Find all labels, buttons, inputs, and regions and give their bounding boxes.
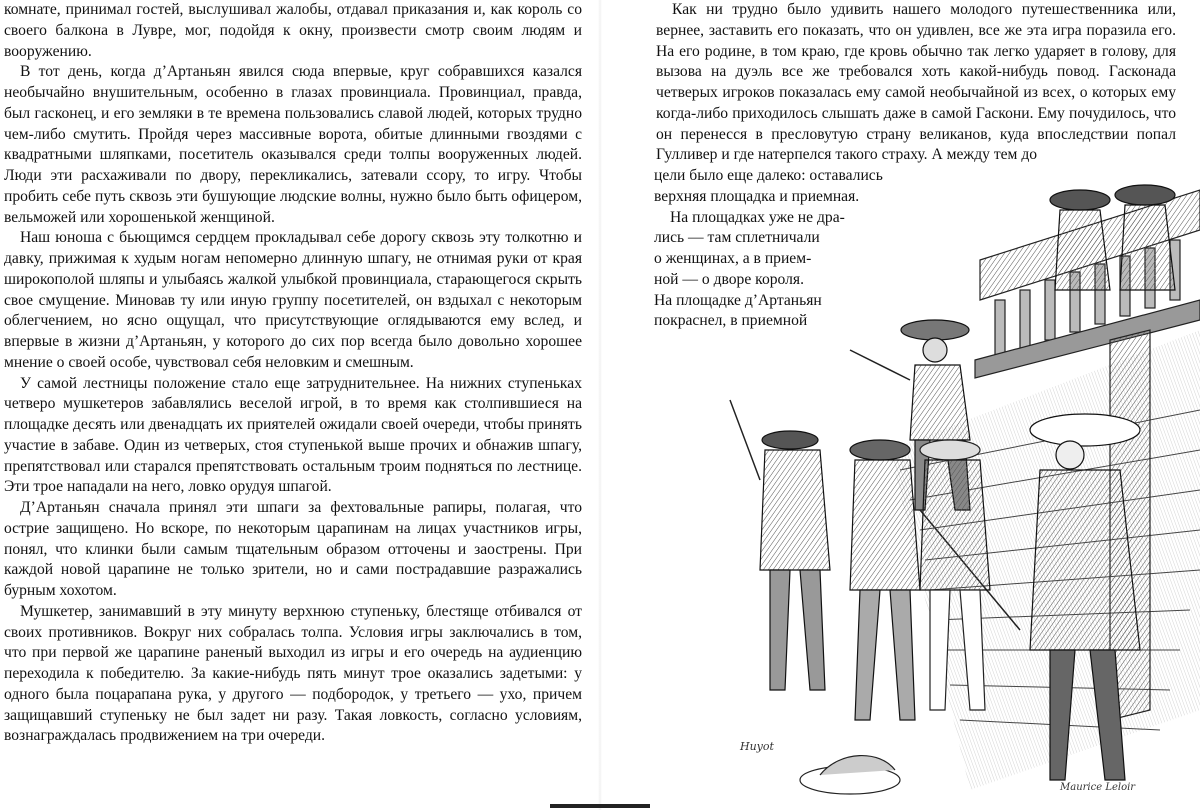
artist-signature: Maurice Leloir — [1060, 782, 1136, 793]
right-text-column — [656, 0, 1176, 166]
paragraph: У самой лестницы положение стало еще затруднительнее. На нижних ступеньках четверо мушкетеров забавлялись веселой игрой, в то время как столпившиеся на площадке десять или двенадцать их приятелей ожидали своей очереди, чтобы принять участие в забаве. Один из четверых, стоя ступенькой выше прочих и обнажив шпагу, препятствовал или старался препятствовать остальным троим подняться по лестнице. Эти трое нападали на него, ловко орудуя шпагой. — [4, 374, 582, 496]
paragraph: Д’Артаньян сначала принял эти шпаги за фехтовальные рапиры, полагая, что острие защищено. Но вскоре, по некоторым царапинам на лицах участников игры, понял, что клинки были самым тщательным образом отточены и заострены. При каждой новой царапине не только зрители, но и сами пострадавшие разражались бурным хохотом. — [4, 499, 582, 599]
paragraph: Мушкетер, занимавший в эту минуту верхнюю ступеньку, блестяще отбивался от своих противников. Вокруг них собралась толпа. Условия игры заключались в том, что при первой же царапине раненый выходил из игры и его очередь на аудиенцию переходила к победителю. За какие-нибудь пять минут трое оказались задетыми: у одного была поцарапана рука, у другого — подбородок, у третьего — ухо, причем защищавший ступеньку не был задет ни разу. Такая ловкость, согласно условиям, вознаграждалась продвижением на три очереди. — [4, 602, 582, 745]
text-line: о женщинах, а в прием- — [654, 250, 812, 267]
paragraph: В тот день, когда д’Артаньян явился сюда впервые, круг собравшихся казался необычайно внушительным, особенно в глазах провинциала. Провинциал, правда, был гасконец, и его земляки в те времена пользовались славой людей, которых трудно чем-либо смутить. Пройдя через массивные ворота, обитые длинными гвоздями с квадратными шляпками, посетитель оказывался среди толпы вооруженных людей. Люди эти расхаживали по двору, перекликались, затевали ссору, то игру. Чтобы пробить себе путь сквозь эти бушующие людские волны, нужно было быть офицером, вельможей или хорошенькой женщиной. — [4, 63, 582, 226]
page-footer-mark — [550, 804, 650, 808]
text-line: верхняя площадка и приемная. — [654, 187, 860, 205]
musketeers-staircase-illustration — [720, 150, 1200, 810]
right-page — [600, 0, 1200, 810]
text-line: покраснел, в приемной — [654, 312, 808, 330]
attacking-musketeers — [730, 400, 1020, 720]
engraver-signature: Huyot — [740, 740, 774, 753]
paragraph: Как ни трудно было удивить нашего молодого путешественника или, вернее, заставить его показать, что он удивлен, все же эта игра поразила его. На его родине, в том краю, где кровь обычно так легко ударяет в голову, для вызова на дуэль все же требовался хоть какой-нибудь повод. Гасконада четверых игроков показалась ему самой необычайной из всех, о которых ему когда-либо приходилось слышать даже в самой Гаскони. Ему почудилось, что он перенесся в пресловутую страну великанов, куда впоследствии попал Гулливер и где натерпелся такого страху. А между тем до — [656, 1, 1176, 164]
text-line: цели было еще далеко: оставались — [654, 167, 883, 184]
left-text-column — [4, 0, 582, 747]
text-line: лись — там сплетничали — [654, 229, 820, 247]
text-line: На площадках уже не дра- — [670, 208, 845, 226]
text-line: ной — о дворе короля. — [654, 270, 804, 288]
paragraph: комнате, принимал гостей, выслушивал жалобы, отдавал приказания и, как король со своего балкона в Лувре, мог, подойдя к окну, произвести смотр своим людям и вооружению. — [4, 1, 582, 60]
text-line: На площадке д’Артаньян — [654, 291, 822, 309]
fallen-hat — [800, 756, 900, 794]
paragraph: Наш юноша с бьющимся сердцем прокладывал себе дорогу сквозь эту толкотню и давку, прижимая к худым ногам непомерно длинную шпагу, не отнимая руки от края широкополой шляпы и улыбаясь жалкой улыбкой провинциала, старающегося скрыть свое смущение. Миновав ту или иную группу посетителей, он вздыхал с некоторым облегчением, но ясно ощущал, что присутствующие оглядываются ему вслед, и впервые в жизни д’Артаньян, у которого до сих пор всегда было довольно хорошее мнение о своей особе, чувствовал себя неловким и смешным. — [4, 229, 582, 371]
